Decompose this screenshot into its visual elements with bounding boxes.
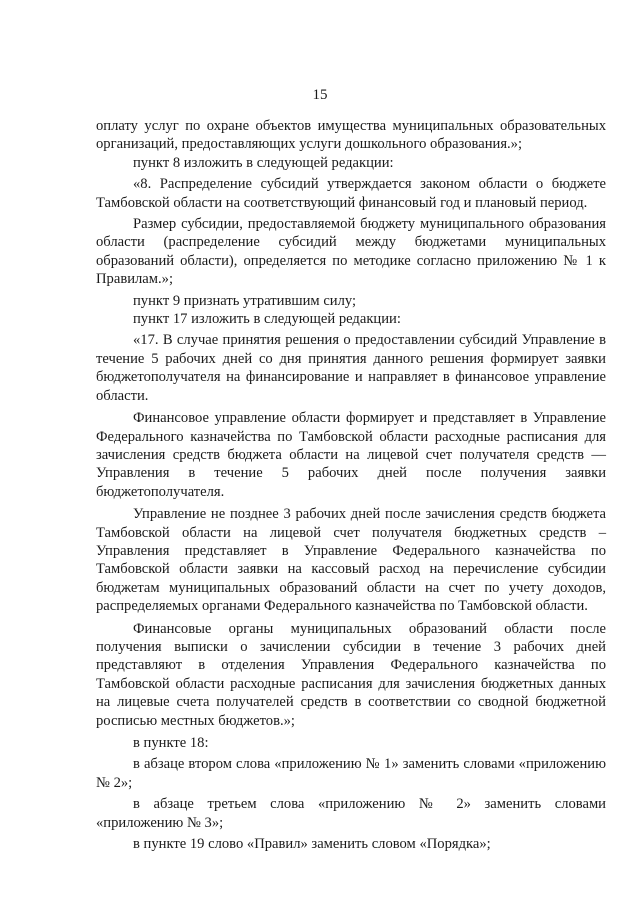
paragraph-7: «17. В случае принятия решения о предоставлении субсидий Управление в течение 5 рабочих дней со дня принятия данного решения формирует заявки бюджетополучателя на финансирование и направляет в финансовое управление области. bbox=[96, 332, 606, 404]
paragraph-6: пункт 17 изложить в следующей редакции: bbox=[133, 311, 401, 328]
paragraph-12: в абзаце втором слова «приложению № 1» заменить словами «приложению № 2»; bbox=[96, 756, 606, 791]
paragraph-13: в абзаце третьем слова «приложению № 2» заменить словами «приложению № 3»; bbox=[96, 796, 606, 831]
paragraph-14: в пункте 19 слово «Правил» заменить словом «Порядка»; bbox=[133, 836, 491, 853]
document-body bbox=[96, 117, 606, 853]
paragraph-10: Финансовые органы муниципальных образований области после получения выписки о зачислении субсидии в течение 3 рабочих дней представляют в отделения Управления Федерального казначейства по Тамбовской области расходные расписания для зачисления бюджетных данных на лицевые счета получателей средств в соответствии со сводной бюджетной росписью местных бюджетов.»; bbox=[96, 620, 606, 729]
paragraph-11: в пункте 18: bbox=[133, 735, 209, 751]
paragraph-8: Финансовое управление области формирует и представляет в Управление Федерального казначейства по Тамбовской области расходные расписания для зачисления средств бюджета области на лицевой счет получателя средств — Управления в течение 5 рабочих дней после получения заявки бюджетополучателя. bbox=[96, 410, 606, 500]
paragraph-3: «8. Распределение субсидий утверждается законом области о бюджете Тамбовской области на соответствующий финансовый год и плановый период. bbox=[96, 176, 606, 211]
paragraph-9: Управление не позднее 3 рабочих дней после зачисления средств бюджета Тамбовской области на лицевой счет получателя бюджетных средств – Управления представляет в Управление Федерального казначейства по Тамбовской области заявки на кассовый расход на перечисление субсидии бюджетам муниципальных образований области на счет по учету доходов, распределяемых органами Федерального казначейства по Тамбовской области. bbox=[96, 506, 606, 615]
paragraph-4: Размер субсидии, предоставляемой бюджету муниципального образования области (распределение субсидий между бюджетами муниципальных образований области), определяется по методике согласно приложению № 1 к Правилам.»; bbox=[96, 216, 606, 288]
paragraph-2: пункт 8 изложить в следующей редакции: bbox=[133, 154, 394, 171]
page-number: 15 bbox=[312, 87, 328, 103]
paragraph-5: пункт 9 признать утратившим силу; bbox=[133, 292, 357, 309]
paragraph-1: оплату услуг по охране объектов имущества муниципальных образовательных организаций, предоставляющих услуги дошкольного образования.»; bbox=[96, 118, 606, 153]
